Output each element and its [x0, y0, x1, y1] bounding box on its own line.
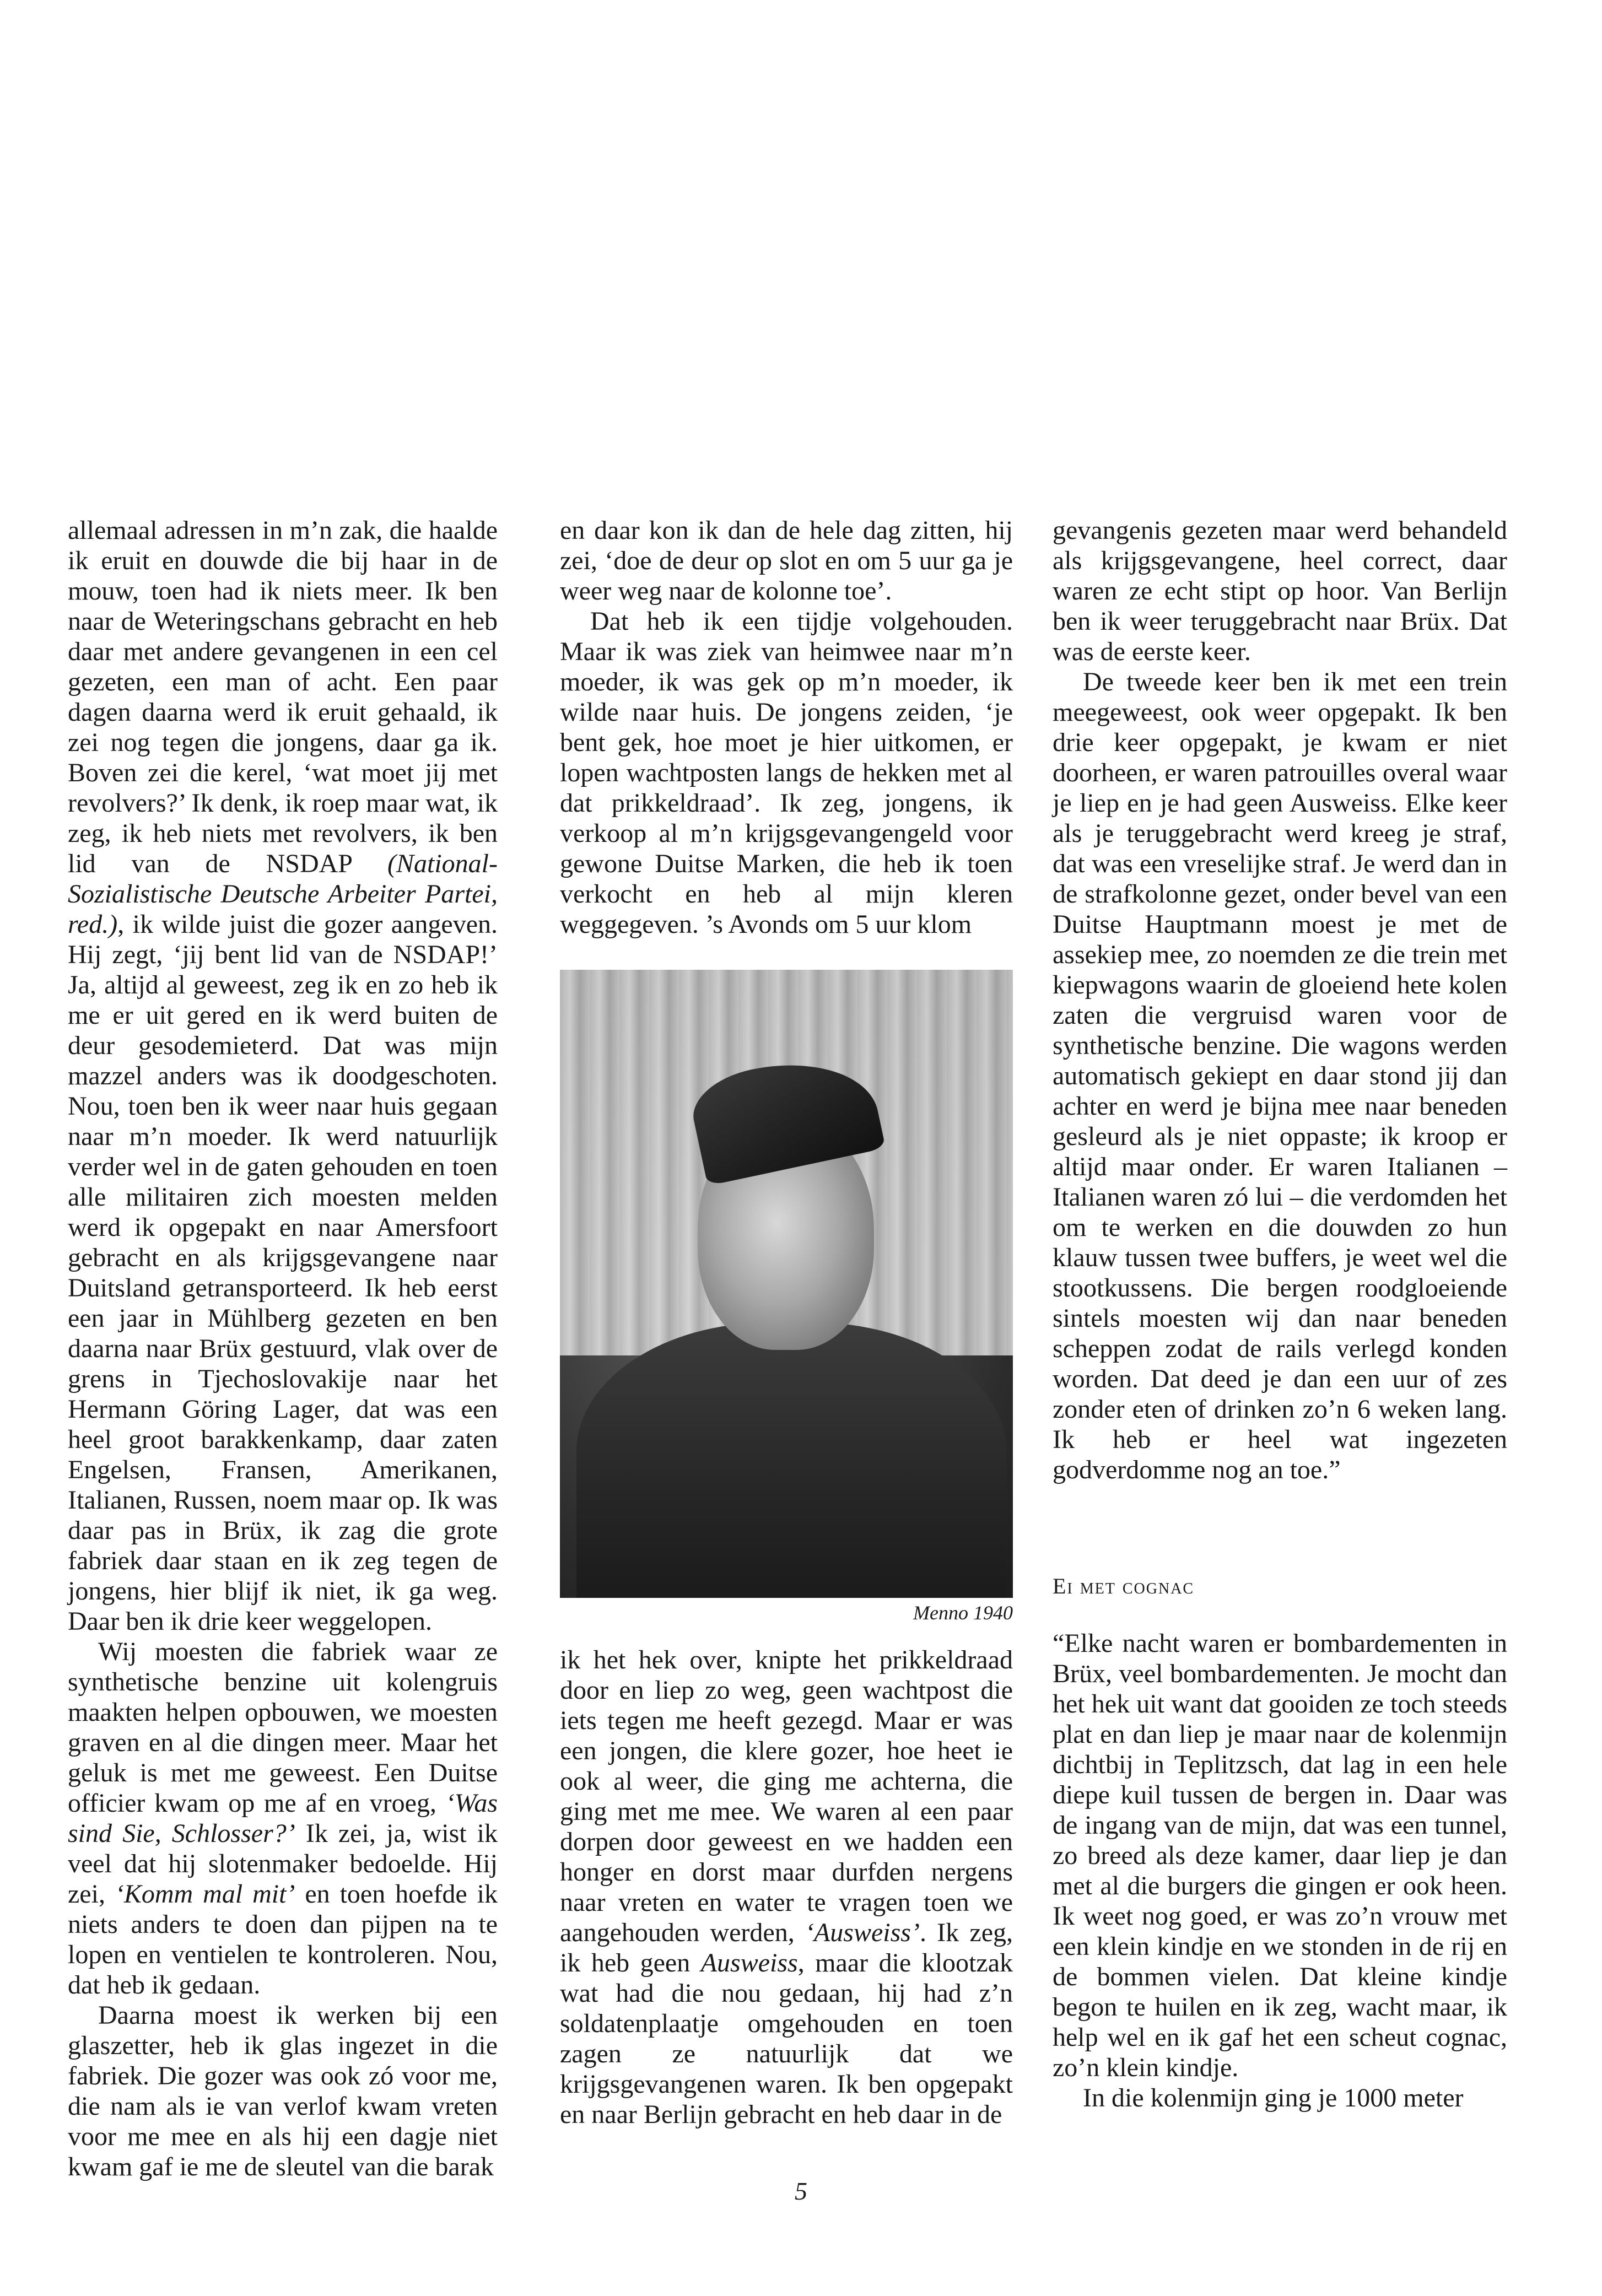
paragraph: In die kolenmijn ging je 1000 meter [1083, 2083, 1464, 2113]
paragraph: Wij moesten die fabriek waar ze synthetische benzine uit kolengruis maakten helpen opbouwen, we moesten graven en al die dingen meer. Maar het geluk is met me geweest. Een Duitse officier kwam op me af en vroeg, ‘Was sind Sie, Schlosser?’ Ik zei, ja, wist ik veel dat hij slotenmaker bedoelde. Hij zei, ‘Komm mal mit’ en toen hoefde ik niets anders te doen dan pijpen na te lopen en ventielen te kontroleren. Nou, dat heb ik gedaan. [68, 1637, 498, 2000]
portrait-photo [560, 970, 1013, 1598]
paragraph: gevangenis gezeten maar werd behandeld als krijgsgevangene, heel correct, daar waren ze echt stipt op hoor. Van Berlijn ben ik weer teruggebracht naar Brüx. Dat was de eerste keer. [1053, 516, 1507, 666]
paragraph: en daar kon ik dan de hele dag zitten, hij zei, ‘doe de deur op slot en om 5 uur ga je weer weg naar de kolonne toe’. [560, 516, 1013, 606]
photo-caption: Menno 1940 [913, 1602, 1013, 1624]
photo-figure-torso [576, 1322, 1006, 1598]
section-heading: Ei met cognac [1053, 1574, 1195, 1598]
text-column-right-top [1053, 515, 1507, 1485]
text-column-middle-top [560, 515, 1013, 939]
paragraph: ik het hek over, knipte het prikkeldraad door en liep zo weg, geen wachtpost die iets tegen me heeft gezegd. Maar er was een jongen, die klere gozer, hoe heet ie ook al weer, die ging me achterna, die ging met me mee. We waren al een paar dorpen door geweest en we hadden een honger en dorst maar durfden nergens naar vreten en water te vragen toen we aangehouden werden, ‘Ausweiss’. Ik zeg, ik heb geen Ausweiss, maar die klootzak wat had die nou gedaan, hij had z’n soldatenplaatje omgehouden en toen zagen ze natuurlijk dat we krijgsgevangenen waren. Ik ben opgepakt en naar Berlijn gebracht en heb daar in de [560, 1645, 1013, 2129]
paragraph: De tweede keer ben ik met een trein meegeweest, ook weer opgepakt. Ik ben drie keer opgepakt, je kwam er niet doorheen, er waren patrouilles overal waar je liep en je had geen Ausweiss. Elke keer als je teruggebracht werd kreeg je straf, dat was een vreselijke straf. Je werd dan in de strafkolonne gezet, onder bevel van een Duitse Hauptmann moest je met de assekiep mee, zo noemden ze die trein met kiepwagons waarin de gloeiend hete kolen zaten die vergruisd waren voor de synthetische benzine. Die wagons werden automatisch gekiept en daar stond jij dan achter en werd je bijna mee naar beneden gesleurd als je niet oppaste; ik kroop er altijd maar onder. Er waren Italianen – Italianen waren zó lui – die verdomden het om te werken en die douwden zo hun klauw tussen twee buffers, je weet wel die stootkussens. Die bergen roodgloeiende sintels moesten wij dan naar beneden scheppen zodat de rails verlegd konden worden. Dat deed je dan een uur of zes zonder eten of drinken zo’n 6 weken lang. Ik heb er heel wat ingezeten godverdomme nog an toe.” [1053, 667, 1507, 1484]
text-column-right-bottom [1053, 1628, 1507, 2113]
text-column-left [68, 515, 498, 2182]
paragraph: Daarna moest ik werken bij een glaszetter, heb ik glas ingezet in die fabriek. Die gozer was ook zó voor me, die nam als ie van verlof kwam vreten voor me mee en als hij een dagje niet kwam gaf ie me de sleutel van die barak [68, 2001, 498, 2181]
paragraph: “Elke nacht waren er bombardementen in Brüx, veel bombardementen. Je mocht dan het hek uit want dat gooiden ze toch steeds plat en dan liep je maar naar de kolenmijn dichtbij in Teplitzsch, dat lag in een hele diepe kuil tussen de bergen in. Daar was de ingang van de mijn, dat was een tunnel, zo breed als deze kamer, daar liep je dan met al die burgers die gingen er ook heen. Ik weet nog goed, er was zo’n vrouw met een klein kindje en we stonden in de rij en de bommen vielen. Dat kleine kindje begon te huilen en ik zeg, wacht maar, ik help wel en ik gaf het een scheut cognac, zo’n klein kindje. [1053, 1629, 1507, 2082]
text-column-middle-bottom [560, 1645, 1013, 2130]
paragraph: allemaal adressen in m’n zak, die haalde ik eruit en douwde die bij haar in de mouw, toen had ik niets meer. Ik ben naar de Weteringschans gebracht en heb daar met andere gevangenen in een cel gezeten, een man of acht. Een paar dagen daarna werd ik eruit gehaald, ik zei nog tegen die jongens, daar ga ik. Boven zei die kerel, ‘wat moet jij met revolvers?’ Ik denk, ik roep maar wat, ik zeg, ik heb niets met revolvers, ik ben lid van de NSDAP (National-Sozialistische Deutsche Arbeiter Partei, red.), ik wilde juist die gozer aangeven. Hij zegt, ‘jij bent lid van de NSDAP!’ Ja, altijd al geweest, zeg ik en zo heb ik me er uit gered en ik werd buiten de deur gesodemieterd. Dat was mijn mazzel anders was ik doodgeschoten. Nou, toen ben ik weer naar huis gegaan naar m’n moeder. Ik werd natuurlijk verder wel in de gaten gehouden en toen alle militairen zich moesten melden werd ik opgepakt en naar Amersfoort gebracht en als krijgsgevangene naar Duitsland getransporteerd. Ik heb eerst een jaar in Mühlberg gezeten en ben daarna naar Brüx gestuurd, vlak over de grens in Tjechoslovakije naar het Hermann Göring Lager, dat was een heel groot barakkenkamp, daar zaten Engelsen, Fransen, Amerikanen, Italianen, Russen, noem maar op. Ik was daar pas in Brüx, ik zag die grote fabriek daar staan en ik zeg tegen de jongens, hier blijf ik niet, ik ga weg. Daar ben ik drie keer weggelopen. [68, 516, 498, 1636]
page-number: 5 [795, 2177, 807, 2205]
paragraph: Dat heb ik een tijdje volgehouden. Maar ik was ziek van heimwee naar m’n moeder, ik was gek op m’n moeder, ik wilde naar huis. De jongens zeiden, ‘je bent gek, hoe moet je hier uitkomen, er lopen wachtposten langs de hekken met al dat prikkeldraad’. Ik zeg, jongens, ik verkoop al m’n krijgsgevangengeld voor gewone Duitse Marken, die heb ik toen verkocht en heb al mijn kleren weggegeven. ’s Avonds om 5 uur klom [560, 607, 1013, 939]
